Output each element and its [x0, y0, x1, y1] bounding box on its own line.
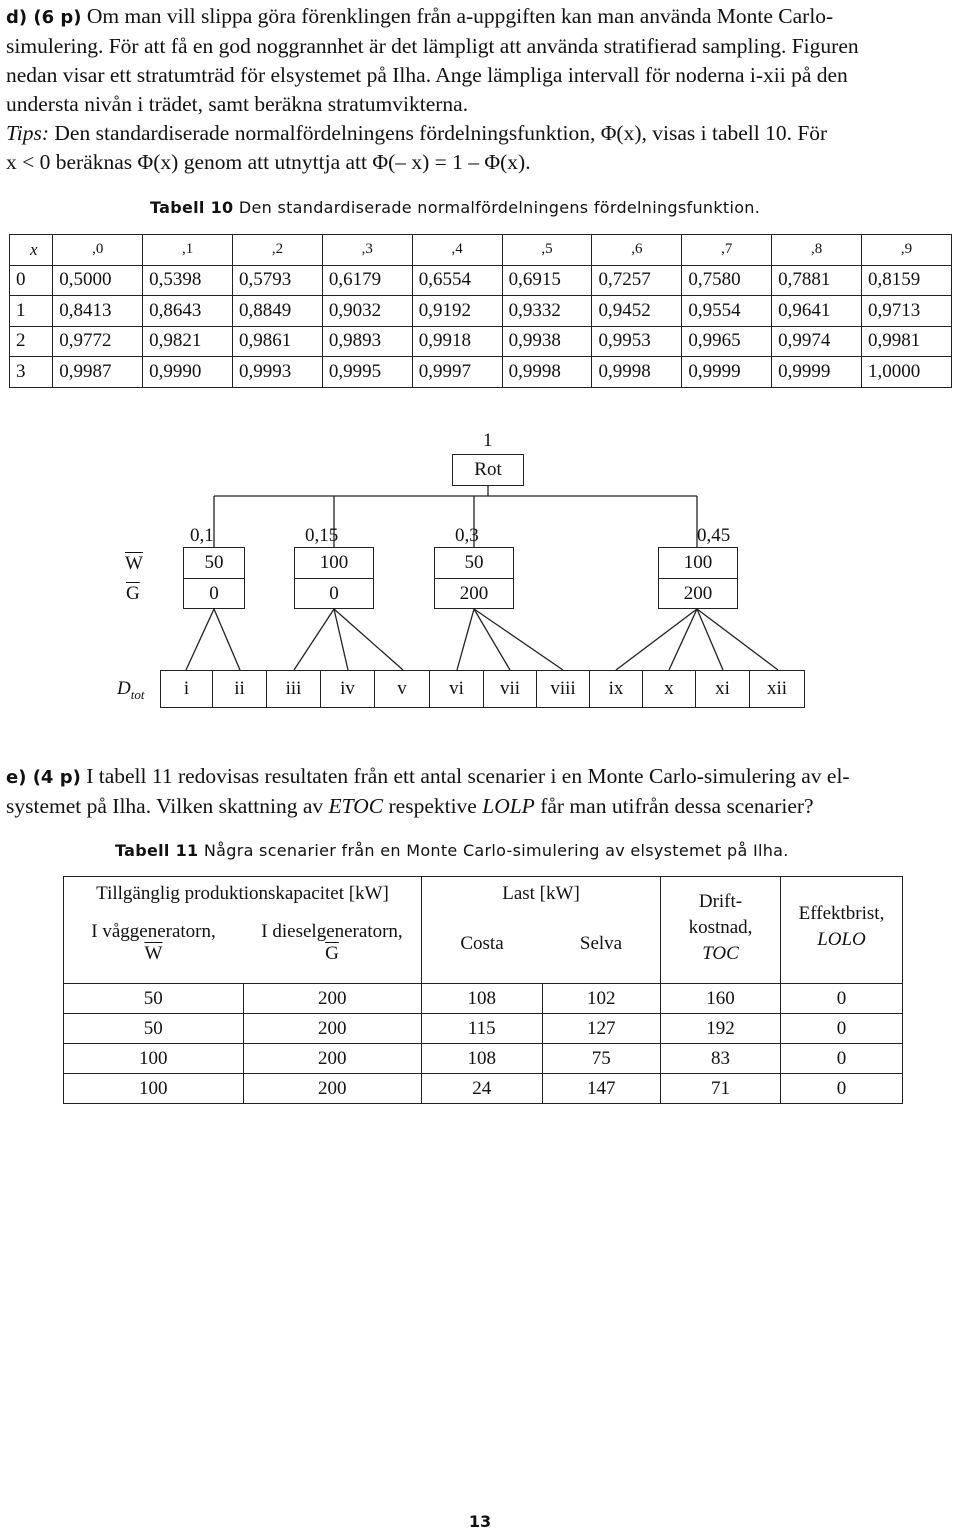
weight-value: 0,1 — [190, 525, 214, 546]
weight-value: 0,15 — [305, 525, 339, 546]
part-e-line2-a: systemet på Ilha. Vilken skattning av — [6, 794, 324, 818]
part-d-line1: Om man vill slippa göra förenklingen från a-uppgiften kan man använda Monte Carlo- — [86, 4, 834, 28]
table10-cell: 0,9999 — [682, 357, 772, 388]
table11-cell: 200 — [243, 984, 422, 1014]
leaf-node: iv — [321, 670, 375, 708]
table10-caption-text: Den standardiserade normalfördelningens fördelningsfunktion. — [238, 198, 761, 217]
table11-cell: 50 — [64, 984, 244, 1014]
part-d-line4: understa nivån i trädet, samt beräkna stratumvikterna. — [6, 92, 469, 116]
table10-cell: 0,5398 — [143, 265, 233, 296]
table10-cell: 0,9953 — [592, 326, 682, 357]
leaf-node: ix — [590, 670, 643, 708]
part-e-label: e) (4 p) — [6, 767, 81, 788]
leaf-node: viii — [537, 670, 590, 708]
part-e-line2-b: respektive — [388, 794, 477, 818]
table10-header-cell: ,9 — [862, 235, 952, 266]
table11-cell: 75 — [542, 1044, 661, 1074]
mid-node-w: 50 — [434, 547, 514, 578]
table10-cell: 0,9974 — [772, 326, 862, 357]
table11-cell: 0 — [781, 1014, 903, 1044]
table10-cell: 0,8849 — [233, 296, 323, 327]
mid-node-weight — [190, 525, 214, 547]
table10-cell: 3 — [10, 357, 53, 388]
d-tot-label — [117, 678, 144, 703]
table10-cell: 1 — [10, 296, 53, 327]
table10-cell: 0,9032 — [322, 296, 412, 327]
mid-node-g: 200 — [434, 578, 514, 609]
table10-cell: 0,9821 — [143, 326, 233, 357]
table11-cell: 71 — [661, 1074, 781, 1104]
wave-header-symbol: W — [144, 943, 163, 964]
lolp-term: LOLP — [482, 794, 535, 818]
load-header-label: Last [kW] — [502, 883, 580, 904]
leaf-node: i — [160, 670, 213, 708]
table11-cell: 0 — [781, 984, 903, 1014]
table10-cell: 0,7881 — [772, 265, 862, 296]
diesel-header-label: I dieselgeneratorn, — [261, 921, 403, 942]
table10-cell: 0,8159 — [862, 265, 952, 296]
lolo-header-line1: Effektbrist, — [798, 903, 885, 924]
d-subscript: tot — [130, 686, 145, 702]
wave-generator-header — [64, 921, 243, 965]
table10-header-cell: ,2 — [233, 235, 323, 266]
table10-cell: 0,9981 — [862, 326, 952, 357]
table10-cell: 0,9772 — [53, 326, 143, 357]
mid-node-w: 50 — [183, 547, 245, 578]
leaf-node: xii — [750, 670, 805, 708]
toc-header — [661, 877, 781, 984]
mid-node-w: 100 — [294, 547, 374, 578]
table11-cell: 200 — [243, 1044, 422, 1074]
table11-cell: 200 — [243, 1074, 422, 1104]
table11-caption — [115, 841, 789, 860]
table10-header-cell: ,5 — [502, 235, 592, 266]
table11-cell: 127 — [542, 1014, 661, 1044]
lolo-header-symbol: LOLO — [817, 929, 866, 950]
leaf-node: v — [375, 670, 430, 708]
table10-cell: 0,9918 — [412, 326, 502, 357]
mid-node-weight — [455, 525, 479, 547]
table10-cell: 0,9987 — [53, 357, 143, 388]
table10-cell: 0,6554 — [412, 265, 502, 296]
weight-value: 0,3 — [455, 525, 479, 546]
table10-header-cell: x — [10, 235, 53, 266]
leaf-node: vi — [430, 670, 484, 708]
capacity-header — [64, 877, 422, 984]
weight-value: 0,45 — [697, 525, 731, 546]
table11-row — [64, 984, 903, 1014]
table11-caption-text: Några scenarier från en Monte Carlo-simulering av elsystemet på Ilha. — [203, 841, 789, 860]
diesel-header-symbol: G — [325, 943, 339, 964]
table10-header-cell: ,4 — [412, 235, 502, 266]
leaf-node: vii — [484, 670, 537, 708]
table10-header-cell: ,1 — [143, 235, 233, 266]
mid-node-g: 200 — [658, 578, 738, 609]
tree-connector-lines — [0, 0, 960, 740]
part-e-line1: I tabell 11 redovisas resultaten från ett antal scenarier i en Monte Carlo-simulering av el- — [86, 764, 850, 788]
tips-label: Tips: — [6, 121, 50, 145]
table11-cell: 108 — [422, 984, 543, 1014]
mid-node-weight — [697, 525, 730, 547]
tips-line2: x < 0 beräknas Φ(x) genom att utnyttja att Φ(– x) = 1 – Φ(x). — [6, 150, 531, 174]
table11-cell: 100 — [64, 1044, 244, 1074]
table10-caption-label: Tabell 10 — [150, 198, 234, 217]
table11-cell: 115 — [422, 1014, 543, 1044]
table11-cell: 0 — [781, 1074, 903, 1104]
d-symbol: D — [117, 678, 131, 699]
root-node: Rot — [452, 454, 524, 486]
g-row-label: G — [126, 583, 140, 604]
mid-node-g: 0 — [294, 578, 374, 609]
table10-cell: 0,7580 — [682, 265, 772, 296]
mid-node-g: 0 — [183, 578, 245, 609]
table10-cell: 0,9997 — [412, 357, 502, 388]
table11-cell: 102 — [542, 984, 661, 1014]
table10-cell: 0,9452 — [592, 296, 682, 327]
table10-cell: 0,9713 — [862, 296, 952, 327]
table11-row — [64, 1074, 903, 1104]
toc-header-symbol: TOC — [702, 943, 739, 964]
table10-cell: 0,5000 — [53, 265, 143, 296]
table10-header-cell: ,6 — [592, 235, 682, 266]
table11-cell: 108 — [422, 1044, 543, 1074]
table10-cell: 0,8413 — [53, 296, 143, 327]
table11-cell: 147 — [542, 1074, 661, 1104]
monte-carlo-scenario-table — [63, 876, 903, 1104]
table11-cell: 24 — [422, 1074, 543, 1104]
table10-cell: 0,8643 — [143, 296, 233, 327]
table11-cell: 160 — [661, 984, 781, 1014]
load-header — [422, 877, 661, 984]
table10-cell: 0,9192 — [412, 296, 502, 327]
table11-cell: 50 — [64, 1014, 244, 1044]
table10-cell: 0,9998 — [592, 357, 682, 388]
costa-header: Costa — [460, 933, 504, 954]
part-e-paragraph — [6, 762, 956, 821]
table10-cell: 0,9965 — [682, 326, 772, 357]
table10-cell: 0,9554 — [682, 296, 772, 327]
table10-cell: 0,7257 — [592, 265, 682, 296]
part-d-label: d) (6 p) — [6, 7, 82, 28]
table11-cell: 0 — [781, 1044, 903, 1074]
table10-cell: 0 — [10, 265, 53, 296]
table11-caption-label: Tabell 11 — [115, 841, 199, 860]
selva-header: Selva — [579, 933, 623, 954]
table11-header-row — [64, 877, 903, 984]
toc-header-line1: Drift- — [698, 891, 743, 912]
root-weight: 1 — [483, 430, 493, 451]
page-number: 13 — [468, 1512, 492, 1531]
capacity-header-label: Tillgänglig produktionskapacitet [kW] — [96, 883, 389, 904]
table11-row — [64, 1014, 903, 1044]
toc-header-line2: kostnad, — [688, 917, 753, 938]
wave-header-label: I våggeneratorn, — [91, 921, 216, 942]
etoc-term: ETOC — [328, 794, 384, 818]
table10-cell: 0,6915 — [502, 265, 592, 296]
w-row-label: W — [125, 553, 143, 574]
mid-node-weight — [305, 525, 338, 547]
table11-row — [64, 1044, 903, 1074]
table11-cell: 83 — [661, 1044, 781, 1074]
table10-cell: 0,6179 — [322, 265, 412, 296]
table10-cell: 0,9993 — [233, 357, 323, 388]
part-d-line3: nedan visar ett stratumträd för elsystemet på Ilha. Ange lämpliga intervall för noderna i-xii på den — [6, 63, 848, 87]
table10-cell: 1,0000 — [862, 357, 952, 388]
table10-cell: 0,9995 — [322, 357, 412, 388]
table10-cell: 0,9893 — [322, 326, 412, 357]
lolo-header — [781, 877, 903, 984]
table10-cell: 0,9938 — [502, 326, 592, 357]
table10-header-cell: ,3 — [322, 235, 412, 266]
leaf-node: iii — [267, 670, 321, 708]
table10-cell: 0,9999 — [772, 357, 862, 388]
table10-header-cell: ,0 — [53, 235, 143, 266]
table10-cell: 0,9990 — [143, 357, 233, 388]
table10-cell: 0,9332 — [502, 296, 592, 327]
diesel-generator-header — [243, 921, 421, 965]
leaf-node: ii — [213, 670, 267, 708]
table10-cell: 0,5793 — [233, 265, 323, 296]
table11-cell: 192 — [661, 1014, 781, 1044]
part-e-line2-c: får man utifrån dessa scenarier? — [540, 794, 814, 818]
table10-header-cell: ,7 — [682, 235, 772, 266]
table10-cell: 0,9861 — [233, 326, 323, 357]
table11-cell: 200 — [243, 1014, 422, 1044]
table10-header-cell: ,8 — [772, 235, 862, 266]
part-d-line2: simulering. För att få en god noggrannhet är det lämpligt att använda stratifierad sampling. Figuren — [6, 34, 859, 58]
leaf-node: xi — [696, 670, 750, 708]
table10-cell: 2 — [10, 326, 53, 357]
mid-node-w: 100 — [658, 547, 738, 578]
table11-cell: 100 — [64, 1074, 244, 1104]
leaf-node: x — [643, 670, 696, 708]
table10-cell: 0,9998 — [502, 357, 592, 388]
table10-cell: 0,9641 — [772, 296, 862, 327]
tips-line1: Den standardiserade normalfördelningens fördelningsfunktion, Φ(x), visas i tabell 10. För — [54, 121, 828, 145]
